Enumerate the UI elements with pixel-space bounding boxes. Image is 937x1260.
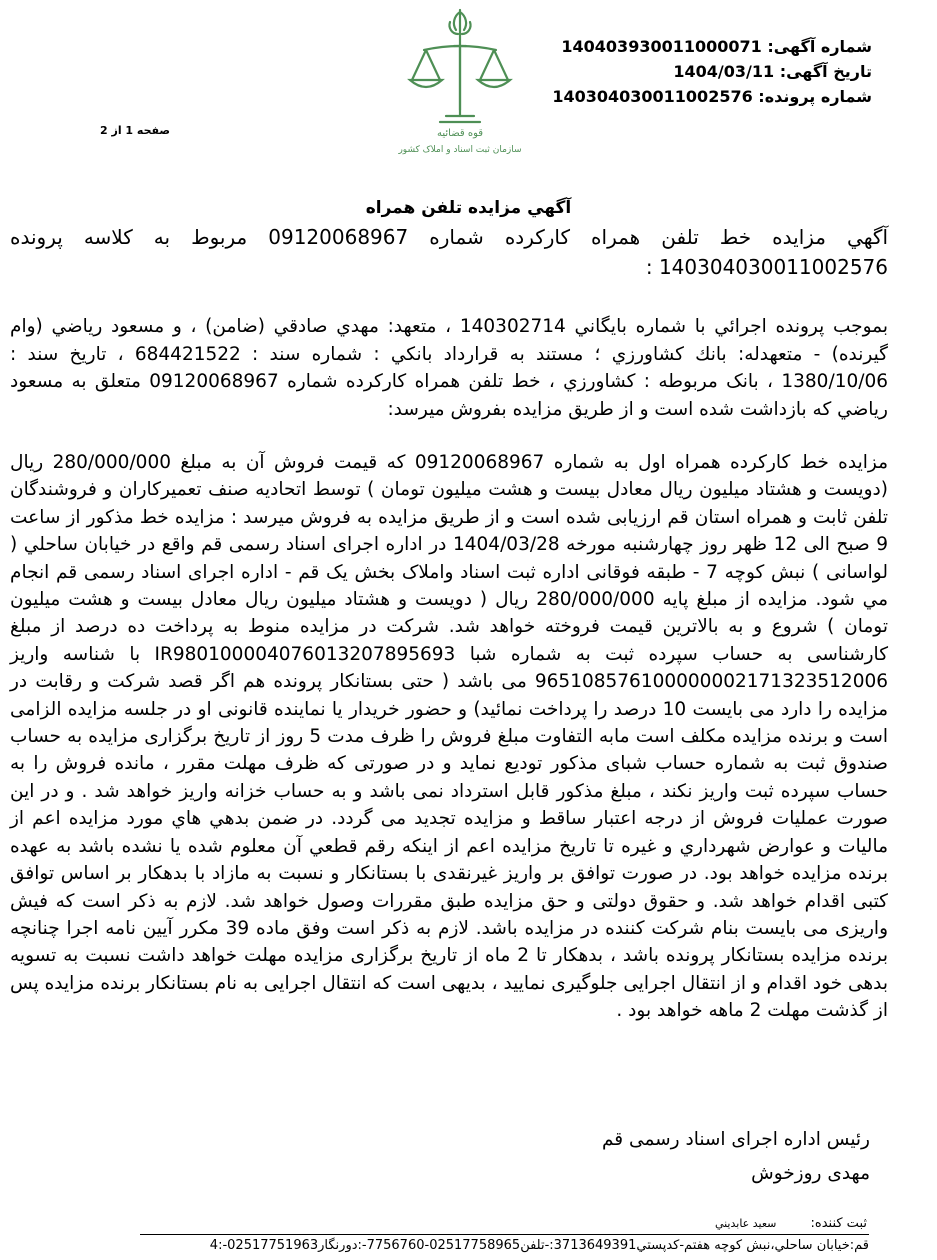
footer-address: قم:خيابان ساحلي،نبش كوچه هفتم-كدپستي3713649391:-تلفن02517758965-7756760-:دورنگار02517751963-:4 [209, 1238, 869, 1253]
footer-divider [140, 1234, 869, 1235]
registered-by-label: ثبت كننده: [810, 1216, 867, 1231]
file-number-label: شماره پرونده: [758, 87, 872, 106]
emblem-text-organization: سازمان ثبت اسناد و املاک کشور [398, 145, 522, 155]
paragraph-auction-terms: مزايده خط كاركرده همراه اول به شماره 09120068967 كه قيمت فروش آن به مبلغ 280/000/000 ريال (دويست و هشتاد ميليون ريال معادل بيست و هشت ميليون تومان ) توسط اتحاديه صنف تعميركاران و فروشندگان تلفن ثابت و همراه استان قم ارزيابی شده است و از طريق مزايده به فروش ميرسد : مزايده خط مذكور از ساعت 9 صبح الی 12 ظهر روز چهارشنبه مورخه 1404/03/28 در اداره اجرای اسناد رسمی قم واقع در خيابان ساحلي ( لواسانی ) نبش كوچه 7 - طبقه فوقانی اداره ثبت اسناد واملاک بخش يک قم - اداره اجرای اسناد رسمی قم انجام مي شود. مزايده از مبلغ پايه 280/000/000 ريال ( دويست و هشتاد ميليون ريال معادل بيست و هشت ميليون تومان ) شروع و به بالاترين قيمت فروخته خواهد شد. شركت در مزايده منوط به پرداخت ده درصد از مبلغ كارشناسی به حساب سپرده ثبت به شماره شبا IR980100004076013207895693 با شناسه واريز 965108576100000002171323512006 می باشد ( حتی بستانكار پرونده هم اگر قصد شركت و رقابت در مزايده را دارد می بايست 10 درصد را پرداخت نمائيد) و حضور خريدار يا نماينده قانونی او در جلسه مزايده الزامی است و برنده مزايده مكلف است مابه التفاوت مبلغ فروش را ظرف مدت 5 روز از تاريخ برگزاری مزايده به حساب صندوق ثبت به شماره حساب شبای مذكور توديع نمايد و در صورتی كه ظرف مهلت مقرر ، مانده فروش را به حساب سپرده ثبت واريز نكند ، مبلغ مذكور قابل استرداد نمی باشد و به حساب خزانه واريز خواهد شد . و در اين صورت عمليات فروش از درجه اعتبار ساقط و مزايده تجديد می گردد. در ضمن بدهي هاي مورد مزايده اعم از ماليات و عوارض شهرداري و غيره تا تاريخ مزايده اعم از اينكه رقم قطعي آن معلوم شده يا نشده باشد به عهده برنده مزايده خواهد بود. در صورت توافق بر واريز غيرنقدی با بستانكار و نسبت به مازاد با بدهكار بر اساس توافق كتبی اقدام خواهد شد. و حقوق دولتی و حق مزايده طبق مقررات وصول خواهد شد. لازم به ذكر است كه فيش واريزی می بايست بنام شركت كننده در مزايده باشد. لازم به ذكر است وفق ماده 39 مكرر آيين نامه اجرا چنانچه برنده مزايده بستانكار پرونده باشد ، بدهكار تا 2 ماه از تاريخ برگزاری مزايده مهلت خواهد داشت نسبت به تسويه بدهی خود اقدام و از انتقال اجرايی جلوگيری نماييد ، بديهی است كه انتقال اجرايی به نام بستانكار برنده مزايده پس از گذشت مهلت 2 ماهه خواهد بود . [10, 452, 889, 1022]
file-number: 14030403001100257‌6 [552, 87, 753, 106]
signature-block [10, 1123, 870, 1191]
page-indicator: صفحه 1 از 2 [100, 124, 171, 137]
signature-position: رئيس اداره اجرای اسناد رسمی قم [601, 1129, 870, 1150]
notice-number: 14040393001100007‌1 [561, 37, 762, 56]
file-number-line [552, 84, 872, 109]
signature-name: مهدی روزخوش [751, 1163, 870, 1184]
paragraph-intro: آگهي مزايده خط تلفن همراه كاركرده شماره 09120068967 مربوط به كلاسه پرونده 140304030011002576 : [10, 225, 888, 279]
notice-date-line [552, 59, 872, 84]
notice-number-line [552, 34, 872, 59]
judiciary-emblem-icon [380, 6, 540, 160]
notice-title: آگهي مزايده تلفن همراه [365, 198, 572, 218]
registered-by-name: سعيد عابديني [714, 1217, 777, 1230]
paragraph-case-details: بموجب پرونده اجرائي با شماره بايگاني 140302714 ، متعهد: مهدي صادقي (ضامن) ، و مسعود رياضي (وام گيرنده) - متعهدله: بانك كشاورزي ؛ مستند به قرارداد بانكي : شماره سند : 684421522 ، تاريخ سند : 1380/10/06 ، بانک مربوطه : كشاورزي ، خط تلفن همراه كاركرده شماره 09120068967 متعلق به مسعود رياضي كه بازداشت شده است و از طريق مزايده بفروش ميرسد: [10, 316, 889, 420]
registered-by [715, 1216, 867, 1231]
notice-date: 1404/03/11 [673, 62, 775, 81]
notice-meta [552, 34, 872, 109]
notice-number-label: شماره آگهی: [767, 37, 872, 56]
notice-date-label: تاریخ آگهی: [779, 62, 872, 81]
emblem-text-judiciary: قوه قضائیه [436, 128, 484, 139]
